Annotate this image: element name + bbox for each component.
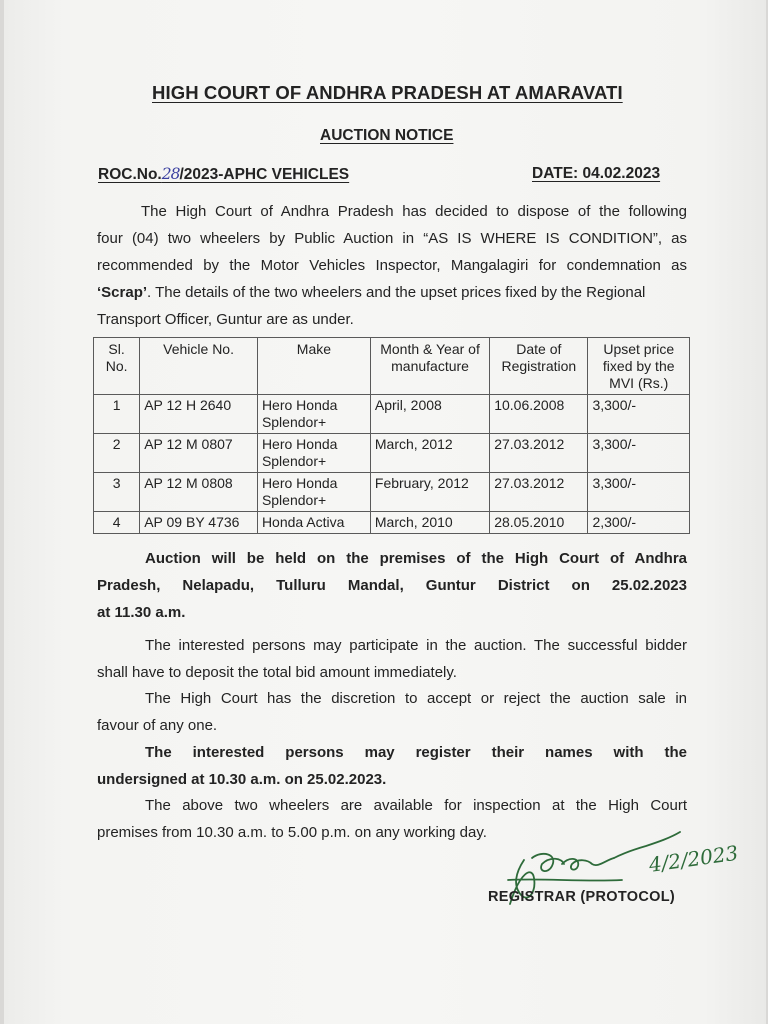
table-cell: Hero Honda Splendor+: [257, 434, 370, 473]
auction-venue-paragraph: [97, 545, 687, 626]
table-row: [94, 512, 690, 534]
document-page: [4, 0, 766, 1024]
table-header-row: [94, 338, 690, 395]
auction-line: at 11.30 a.m.: [97, 604, 186, 621]
column-header: Vehicle No.: [140, 338, 258, 395]
signatory-designation: REGISTRAR (PROTOCOL): [488, 889, 675, 905]
table-cell: 10.06.2008: [490, 395, 588, 434]
column-header: Date of Registration: [490, 338, 588, 395]
table-row: [94, 473, 690, 512]
intro-line: recommended by the Motor Vehicles Inspector, Mangalagiri for condemnation as: [97, 257, 687, 274]
reference-suffix: /2023-APHC VEHICLES: [179, 166, 350, 183]
discretion-line: favour of any one.: [97, 717, 218, 734]
notice-heading: AUCTION NOTICE: [320, 127, 454, 144]
column-header: Make: [257, 338, 370, 395]
auction-line: Pradesh, Nelapadu, Tulluru Mandal, Guntur District on 25.02.2023: [97, 577, 687, 594]
table-cell: AP 12 H 2640: [140, 395, 258, 434]
column-header: Sl. No.: [94, 338, 140, 395]
document-title: HIGH COURT OF ANDHRA PRADESH AT AMARAVATI: [152, 82, 623, 103]
table-row: [94, 395, 690, 434]
scrap-term: ‘Scrap’: [97, 284, 148, 301]
table-cell: 3,300/-: [588, 473, 690, 512]
table-cell: 4: [94, 512, 140, 534]
intro-line: four (04) two wheelers by Public Auction in “AS IS WHERE IS CONDITION”, as: [97, 230, 687, 247]
table-cell: Hero Honda Splendor+: [257, 395, 370, 434]
table-cell: April, 2008: [370, 395, 489, 434]
column-header: Upset price fixed by the MVI (Rs.): [588, 338, 690, 395]
table-cell: February, 2012: [370, 473, 489, 512]
table-cell: AP 12 M 0807: [140, 434, 258, 473]
table-cell: Hero Honda Splendor+: [257, 473, 370, 512]
table-cell: 1: [94, 395, 140, 434]
reference-prefix: ROC.No.: [98, 166, 162, 183]
registration-paragraph: [97, 739, 687, 793]
notice-date: DATE: 04.02.2023: [532, 165, 661, 182]
table-row: [94, 434, 690, 473]
table-cell: Honda Activa: [257, 512, 370, 534]
intro-line: [97, 279, 687, 306]
table-cell: 3,300/-: [588, 395, 690, 434]
table-cell: 2,300/-: [588, 512, 690, 534]
handwritten-signature: [502, 820, 762, 920]
signature-date: 4/2/2023: [647, 840, 740, 877]
table-cell: March, 2010: [370, 512, 489, 534]
table-cell: AP 09 BY 4736: [140, 512, 258, 534]
inspection-line: The above two wheelers are available for inspection at the High Court: [145, 797, 687, 814]
intro-line: Transport Officer, Guntur are as under.: [97, 311, 354, 328]
auction-line: Auction will be held on the premises of the High Court of Andhra: [145, 550, 687, 567]
inspection-line: premises from 10.30 a.m. to 5.00 p.m. on any working day.: [97, 824, 487, 841]
table-cell: March, 2012: [370, 434, 489, 473]
reference-number: [98, 165, 349, 184]
participation-line: The interested persons may participate in the auction. The successful bidder: [145, 637, 687, 654]
table-cell: AP 12 M 0808: [140, 473, 258, 512]
table-cell: 27.03.2012: [490, 473, 588, 512]
table-cell: 3: [94, 473, 140, 512]
intro-line: The High Court of Andhra Pradesh has decided to dispose of the following: [141, 203, 687, 220]
participation-line: shall have to deposit the total bid amount immediately.: [97, 664, 457, 681]
intro-line-rest: . The details of the two wheelers and the upset prices fixed by the Regional: [147, 284, 646, 301]
table-cell: 28.05.2010: [490, 512, 588, 534]
vehicles-table: [93, 337, 690, 534]
table-cell: 27.03.2012: [490, 434, 588, 473]
discretion-line: The High Court has the discretion to accept or reject the auction sale in: [145, 690, 687, 707]
reference-handwritten-number: 28: [161, 165, 180, 183]
table-cell: 2: [94, 434, 140, 473]
registration-line: undersigned at 10.30 a.m. on 25.02.2023.: [97, 771, 387, 788]
discretion-paragraph: [97, 685, 687, 739]
registration-line: The interested persons may register their names with the: [145, 744, 687, 761]
table-cell: 3,300/-: [588, 434, 690, 473]
column-header: Month & Year of manufacture: [370, 338, 489, 395]
participation-paragraph: [97, 632, 687, 686]
intro-paragraph: [97, 198, 687, 333]
